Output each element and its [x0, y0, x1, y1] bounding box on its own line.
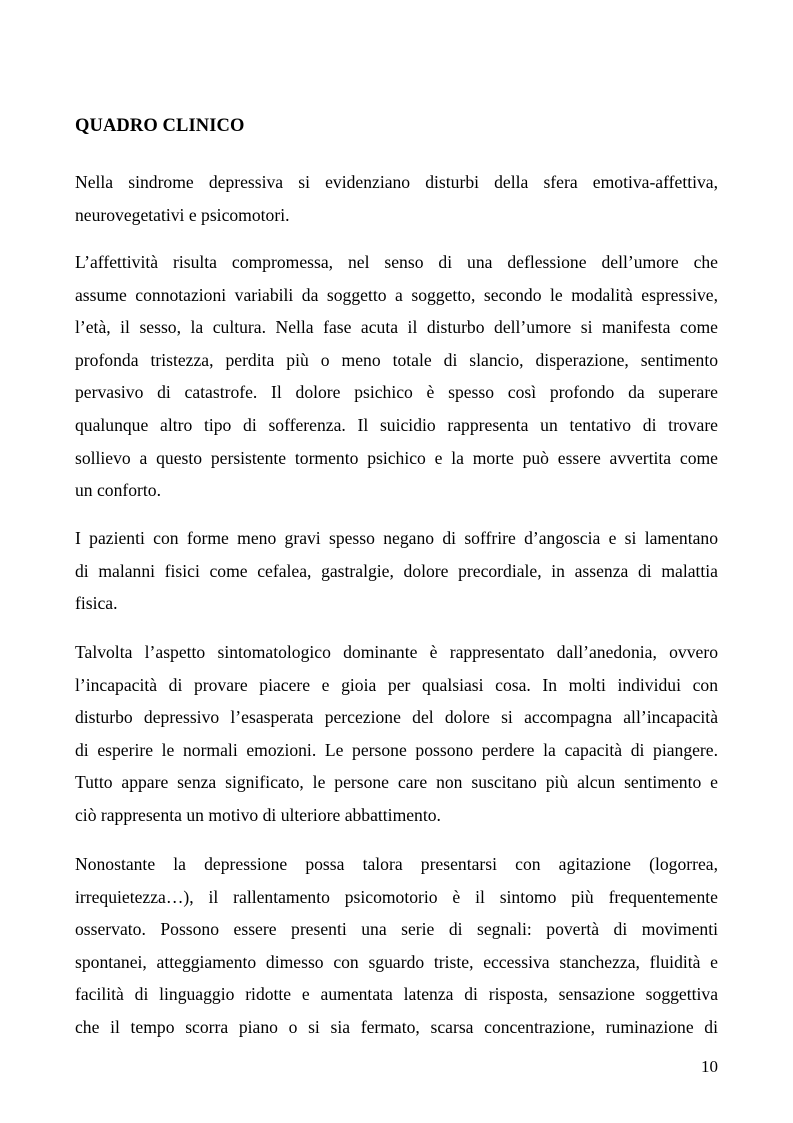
paragraph-line: fisica.: [75, 593, 118, 614]
paragraph-line: L’affettività risulta compromessa, nel senso di una deflessione dell’umore che: [75, 252, 718, 272]
paragraph-5: [75, 848, 718, 1044]
paragraph-line: spontanei, atteggiamento dimesso con sguardo triste, eccessiva stanchezza, fluidità e: [75, 951, 718, 972]
paragraph-line: di esperire le normali emozioni. Le persone possono perdere la capacità di piangere.: [75, 739, 718, 760]
paragraph-line: I pazienti con forme meno gravi spesso negano di soffrire d’angoscia e si lamentano: [75, 528, 718, 548]
paragraph-line: Talvolta l’aspetto sintomatologico dominante è rappresentato dall’anedonia, ovvero: [75, 642, 718, 662]
paragraph-line: sollievo a questo persistente tormento psichico e la morte può essere avvertita come: [75, 447, 718, 468]
paragraph-1: [75, 166, 718, 231]
paragraph-line: che il tempo scorra piano o si sia fermato, scarsa concentrazione, ruminazione di: [75, 1016, 718, 1037]
paragraph-3: [75, 522, 718, 620]
paragraph-line: Nella sindrome depressiva si evidenziano disturbi della sfera emotiva-affettiva,: [75, 172, 718, 192]
paragraph-line: l’età, il sesso, la cultura. Nella fase acuta il disturbo dell’umore si manifesta come: [75, 317, 718, 338]
paragraph-line: osservato. Possono essere presenti una serie di segnali: povertà di movimenti: [75, 919, 718, 940]
section-heading: QUADRO CLINICO: [75, 116, 245, 136]
paragraph-line: l’incapacità di provare piacere e gioia per qualsiasi cosa. In molti individui con: [75, 674, 718, 695]
paragraph-line: assume connotazioni variabili da soggetto a soggetto, secondo le modalità espressive,: [75, 284, 718, 305]
paragraph-line: profonda tristezza, perdita più o meno totale di slancio, disperazione, sentimento: [75, 349, 718, 370]
paragraph-4: [75, 636, 718, 832]
paragraph-line: pervasivo di catastrofe. Il dolore psichico è spesso così profondo da superare: [75, 382, 718, 403]
paragraph-line: qualunque altro tipo di sofferenza. Il suicidio rappresenta un tentativo di trovare: [75, 414, 718, 435]
paragraph-line: Nonostante la depressione possa talora presentarsi con agitazione (logorrea,: [75, 854, 718, 874]
paragraph-line: ciò rappresenta un motivo di ulteriore abbattimento.: [75, 804, 441, 825]
page-number: 10: [701, 1057, 718, 1076]
paragraph-line: disturbo depressivo l’esasperata percezione del dolore si accompagna all’incapacità: [75, 707, 718, 728]
paragraph-line: neurovegetativi e psicomotori.: [75, 204, 290, 225]
paragraph-line: facilità di linguaggio ridotte e aumentata latenza di risposta, sensazione soggettiva: [75, 984, 718, 1005]
paragraph-line: irrequietezza…), il rallentamento psicomotorio è il sintomo più frequentemente: [75, 886, 718, 907]
paragraph-line: di malanni fisici come cefalea, gastralgie, dolore precordiale, in assenza di malattia: [75, 560, 718, 581]
paragraph-2: [75, 246, 718, 507]
paragraph-line: Tutto appare senza significato, le persone care non suscitano più alcun sentimento e: [75, 772, 718, 793]
paragraph-line: un conforto.: [75, 480, 161, 501]
